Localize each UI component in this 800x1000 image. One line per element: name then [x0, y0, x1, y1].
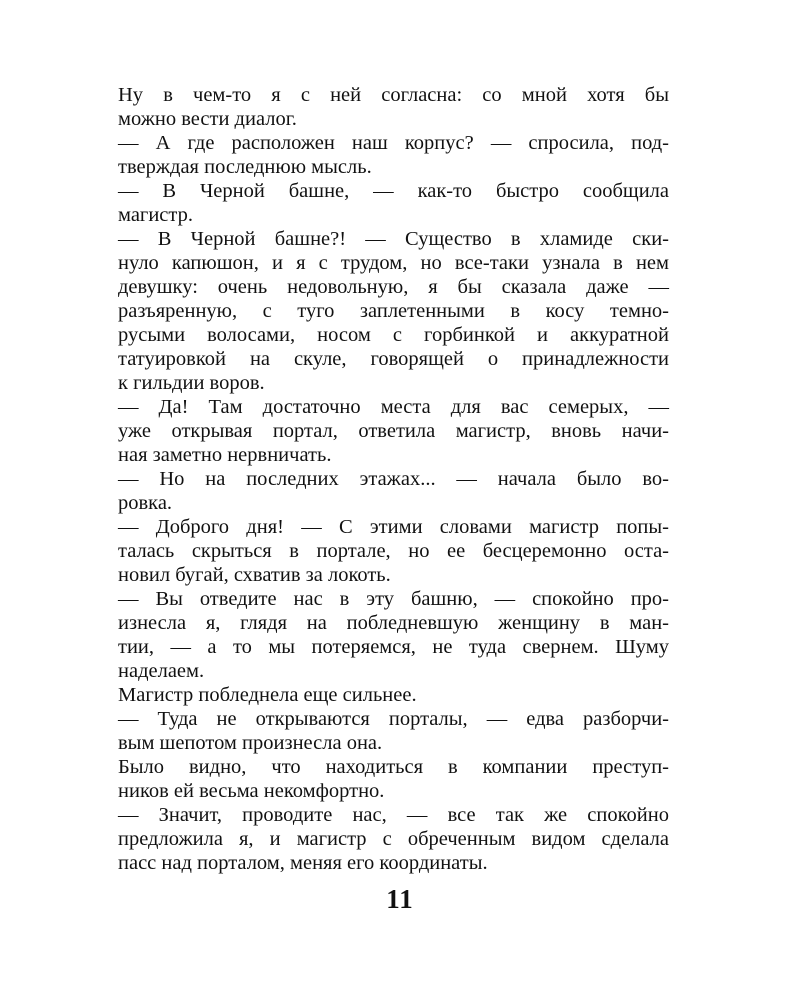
page-text: [118, 83, 669, 875]
text-line: предложила я, и магистр с обреченным видом сделала: [118, 828, 669, 850]
text-line: уже открывая портал, ответила магистр, вновь начи-: [118, 420, 669, 442]
text-line: пасс над порталом, меняя его координаты.: [118, 852, 488, 874]
text-line: талась скрыться в портале, но ее бесцеремонно оста-: [118, 540, 669, 562]
text-line: ная заметно нервничать.: [118, 444, 332, 466]
text-line: тии, — а то мы потеряемся, не туда свернем. Шуму: [118, 636, 669, 658]
text-line: к гильдии воров.: [118, 372, 265, 394]
text-line: ников ей весьма некомфортно.: [118, 780, 385, 802]
text-line: вым шепотом произнесла она.: [118, 732, 383, 754]
text-line: русыми волосами, носом с горбинкой и аккуратной: [118, 324, 669, 346]
text-line: — Но на последних этажах... — начала было во-: [118, 468, 669, 490]
text-line: изнесла я, глядя на побледневшую женщину в ман-: [118, 612, 669, 634]
text-line: разъяренную, с туго заплетенными в косу темно-: [118, 300, 669, 322]
text-line: — Да! Там достаточно места для вас семерых, —: [118, 396, 669, 418]
text-line: Магистр побледнела еще сильнее.: [118, 684, 417, 706]
text-line: девушку: очень недовольную, я бы сказала даже —: [118, 276, 669, 298]
text-line: новил бугай, схватив за локоть.: [118, 564, 391, 586]
text-line: наделаем.: [118, 660, 205, 682]
text-line: — А где расположен наш корпус? — спросила, под-: [118, 132, 669, 154]
text-line: Ну в чем-то я с ней согласна: со мной хотя бы: [118, 84, 669, 106]
text-line: магистр.: [118, 204, 193, 226]
text-line: нуло капюшон, и я с трудом, но все-таки узнала в нем: [118, 252, 669, 274]
text-line: тверждая последнюю мысль.: [118, 156, 372, 178]
text-line: — Доброго дня! — С этими словами магистр попы-: [118, 516, 669, 538]
page-number: 11: [386, 884, 414, 914]
text-line: татуировкой на скуле, говорящей о принадлежности: [118, 348, 669, 370]
text-line: — В Черной башне?! — Существо в хламиде ски-: [118, 228, 669, 250]
text-line: — Туда не открываются порталы, — едва разборчи-: [118, 708, 669, 730]
text-line: — Вы отведите нас в эту башню, — спокойно про-: [118, 588, 669, 610]
text-line: Было видно, что находиться в компании преступ-: [118, 756, 669, 778]
text-line: ровка.: [118, 492, 173, 514]
text-line: — Значит, проводите нас, — все так же спокойно: [118, 804, 669, 826]
text-line: можно вести диалог.: [118, 108, 297, 130]
text-line: — В Черной башне, — как-то быстро сообщила: [118, 180, 669, 202]
